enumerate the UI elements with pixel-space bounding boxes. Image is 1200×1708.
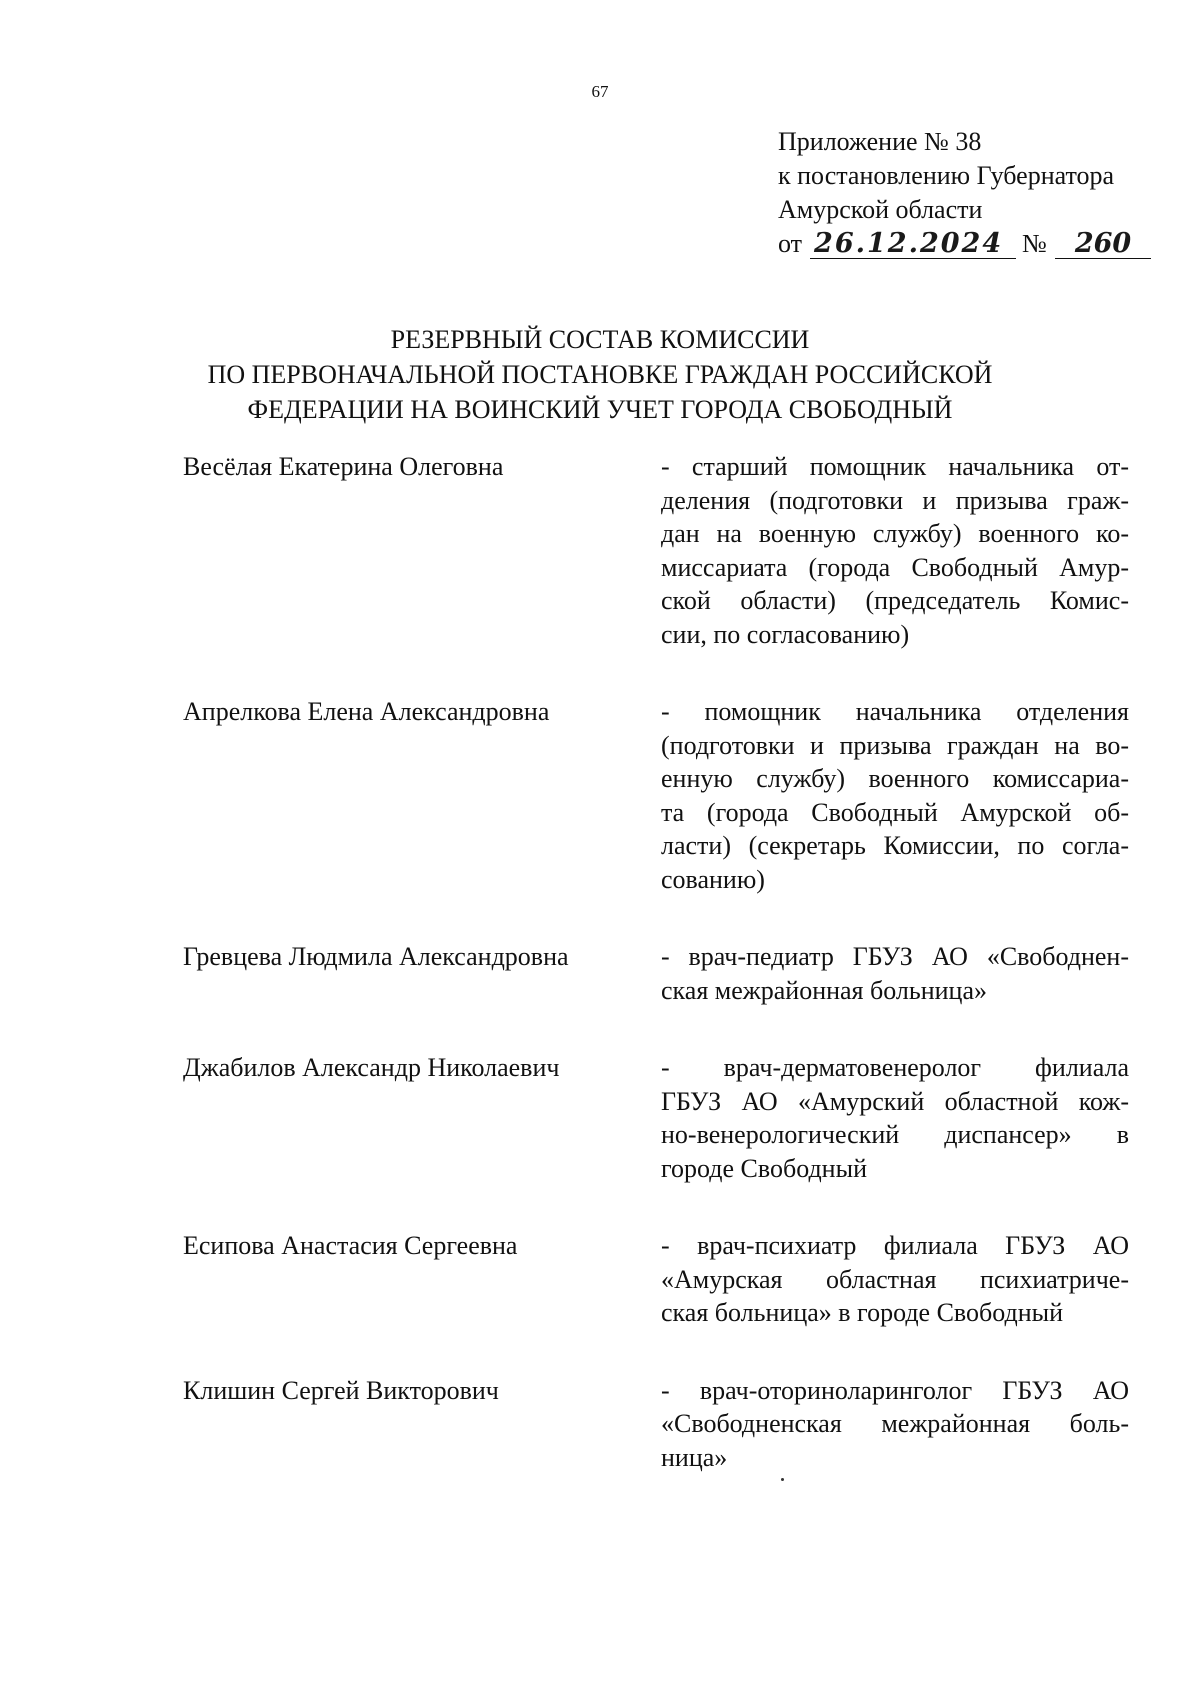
member-position-line: ская больница» в городе Свободный — [661, 1298, 1064, 1327]
title-line-3: ФЕДЕРАЦИИ НА ВОИНСКИЙ УЧЕТ ГОРОДА СВОБОДНЫЙ — [247, 395, 953, 424]
scan-speck — [781, 1478, 784, 1481]
appendix-title: Приложение № 38 — [778, 127, 982, 156]
appendix-date-line — [778, 227, 1151, 261]
member-position-line: (подготовки и призыва граждан на во- — [661, 730, 1129, 760]
number-label: № — [1022, 229, 1047, 258]
handwritten-number: 260 — [1055, 229, 1151, 259]
member-position-line: «Свободненская межрайонная боль- — [661, 1409, 1129, 1438]
member-name: Весёлая Екатерина Олеговна — [183, 452, 504, 481]
member-position-line: - врач-дерматовенеролог филиала — [661, 1053, 1129, 1082]
member-name: Джабилов Александр Николаевич — [183, 1053, 560, 1082]
member-position-line: сии, по согласованию) — [661, 619, 910, 649]
member-position-line: енную службу) военного комиссариа- — [661, 764, 1129, 793]
member-position-line: - врач-педиатр ГБУЗ АО «Свободнен- — [661, 942, 1129, 971]
member-position-line: сованию) — [661, 864, 765, 894]
date-prefix: от — [778, 229, 803, 258]
member-position-line: миссариата (города Свободный Амур- — [661, 552, 1129, 582]
member-position-line: та (города Свободный Амурской об- — [661, 797, 1129, 827]
member-row — [183, 1374, 1129, 1475]
member-position-line: - старший помощник начальника от- — [661, 452, 1129, 481]
member-position-line: ская межрайонная больница» — [661, 975, 988, 1005]
member-name: Клишин Сергей Викторович — [183, 1375, 499, 1405]
title-line-2: ПО ПЕРВОНАЧАЛЬНОЙ ПОСТАНОВКЕ ГРАЖДАН РОССИЙСКОЙ — [207, 360, 993, 389]
member-position-line: деления (подготовки и призыва граж- — [661, 485, 1129, 515]
member-position — [661, 1051, 1129, 1185]
member-position-line: ласти) (секретарь Комиссии, по согла- — [661, 831, 1129, 860]
member-row — [183, 695, 1129, 896]
member-name: Есипова Анастасия Сергеевна — [183, 1231, 518, 1260]
member-row — [183, 450, 1129, 651]
appendix-region: Амурской области — [778, 195, 983, 224]
member-position-line: - помощник начальника отделения — [661, 697, 1129, 726]
member-position — [661, 1374, 1129, 1475]
title-line-1: РЕЗЕРВНЫЙ СОСТАВ КОМИССИИ — [390, 325, 810, 354]
document-title — [0, 322, 1200, 427]
member-position-line: городе Свободный — [661, 1153, 867, 1183]
member-position-line: ской области) (председатель Комис- — [661, 586, 1129, 615]
member-name: Гревцева Людмила Александровна — [183, 942, 569, 971]
member-position-line: ница» — [661, 1442, 728, 1472]
appendix-block — [778, 125, 1151, 261]
appendix-decree-ref: к постановлению Губернатора — [778, 161, 1115, 190]
member-position-line: дан на военную службу) военного ко- — [661, 519, 1129, 548]
member-position-line: «Амурская областная психиатриче- — [661, 1264, 1129, 1294]
member-name: Апрелкова Елена Александровна — [183, 697, 550, 726]
member-position — [661, 695, 1129, 896]
member-row — [183, 940, 1129, 1007]
member-position-line: - врач-оториноларинголог ГБУЗ АО — [661, 1375, 1129, 1405]
member-position — [661, 1229, 1129, 1330]
member-row — [183, 1051, 1129, 1185]
member-position-line: - врач-психиатр филиала ГБУЗ АО — [661, 1231, 1129, 1260]
page-number: 67 — [591, 82, 609, 101]
member-position-line: ГБУЗ АО «Амурский областной кож- — [661, 1086, 1129, 1116]
member-position — [661, 450, 1129, 651]
member-position-line: но-венерологический диспансер» в — [661, 1120, 1129, 1149]
handwritten-date: 26.12.2024 — [810, 229, 1016, 259]
member-position — [661, 940, 1129, 1007]
member-row — [183, 1229, 1129, 1330]
members-list — [183, 450, 1129, 1474]
